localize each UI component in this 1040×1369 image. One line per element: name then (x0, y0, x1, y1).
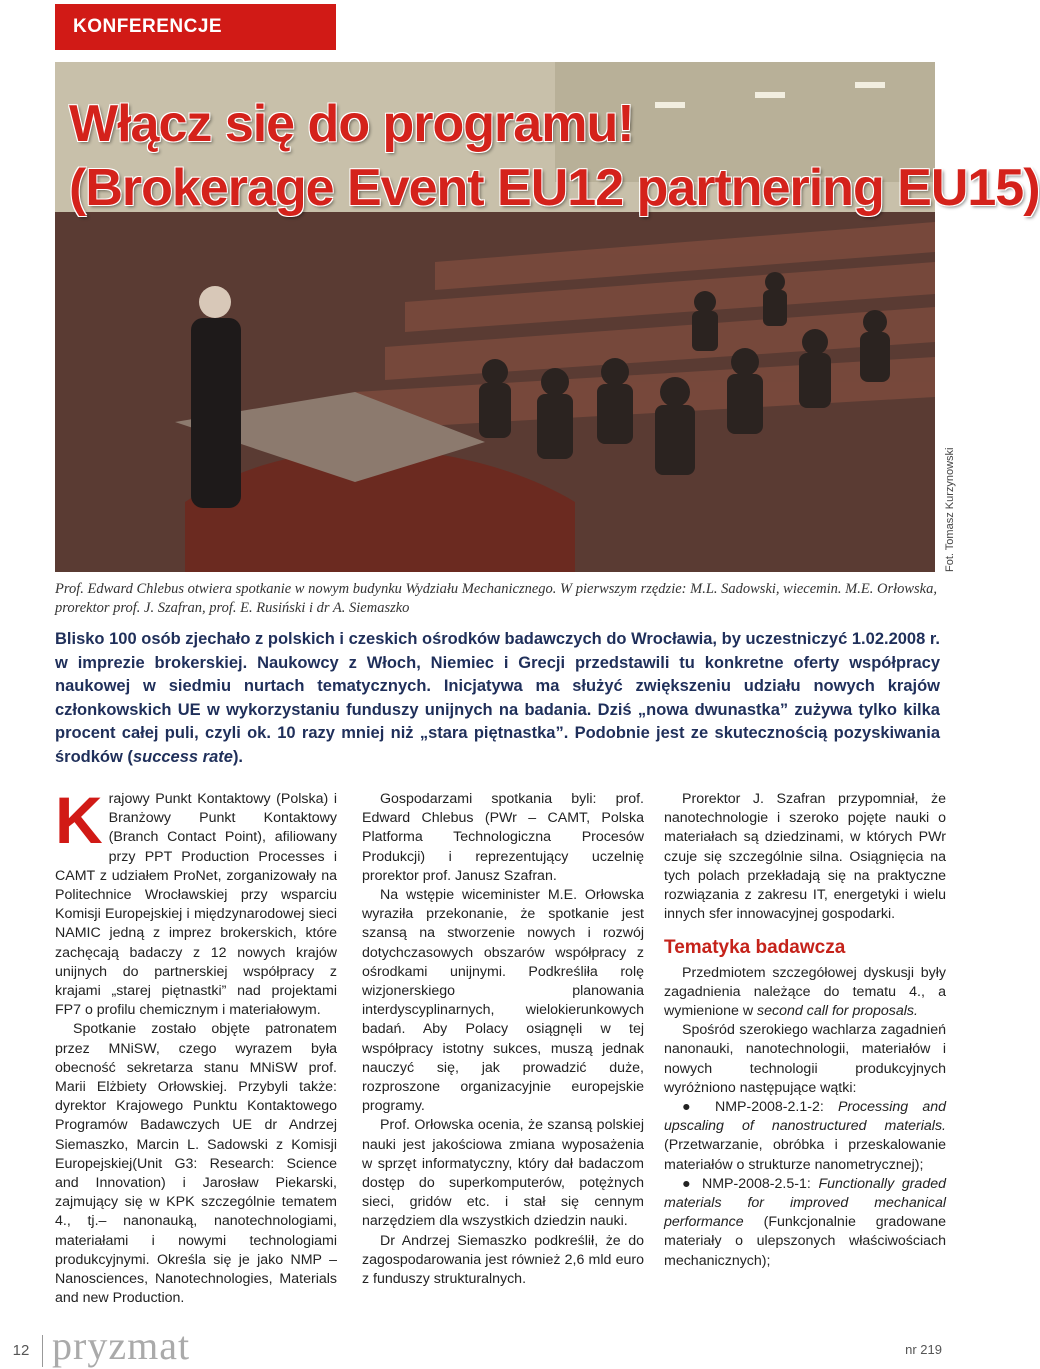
column-2-paragraph-1: Gospodarzami spotkania byli: prof. Edward Chlebus (PWr – CAMT, Polska Platforma Technologiczna Procesów Produkcji) i reprezentujący uczelnię prorektor prof. Janusz Szafran. (362, 791, 644, 884)
bullet-2-title: Functionally graded materials for improved mechanical performance (664, 1175, 946, 1231)
bullet-2-rest: (Funkcjonalnie gradowane materiały o ulepszonych właściwościach mechanicznych); (664, 1214, 946, 1269)
issue-number: nr 219 (905, 1342, 942, 1357)
column-2-paragraph-2: Na wstępie wiceminister M.E. Orłowska wyraziła przekonanie, że spotkanie jest szansą na stworzenie nowych i rozwój dotychczasowych obszarów współpracy z ośrodkami unijnymi. Podkreśliła rolę wizjonerskiego planowania interdyscyplinarnych, wielokierunkowych badań. Aby Polacy osiągnęli w tej współpracy istotny sukces, muszą jednak nauczyć się, jak prowadzić duże, rozproszone organizacyjnie europejskie programy. (362, 887, 644, 1115)
column-1 (55, 783, 337, 1308)
bullet-1-code: ● NMP-2008-2.1-2: (682, 1099, 838, 1116)
column-1-text-1: rajowy Punkt Kontaktowy (Polska) i Branżowy Punkt Kontaktowy (Branch Contact Point), afiliowany przy PPT Production Processes i CAMT z udziałem ProNet, zorganizowały na Politechnice Wrocławskiej przy wsparciu Komisji Europejskiej i międzynarodowej sieci NAMIC jedną z imprez brokerskich, które zachęcają badaczy z 12 nowych krajów unijnych do partnerskiej współpracy z krajami „starej piętnastki” nad projektami FP7 o profilu chemicznym i materiałowym. (55, 791, 337, 1019)
column-3-paragraph-2 (664, 964, 946, 1022)
section-tag: KONFERENCJE (55, 4, 336, 50)
bullet-item-1 (664, 1098, 946, 1175)
column-3 (664, 790, 946, 1271)
column-3-text-2: Przedmiotem szczegółowej dyskusji były zagadnienia należące do tematu 4., a wymienione w (664, 964, 946, 1020)
headline-line-2: (Brokerage Event EU12 partnering EU15) (69, 159, 1040, 217)
bullet-1-title: Processing and upscaling of nanostructured materials. (664, 1099, 946, 1135)
column-3-paragraph-3: Spośród szerokiego wachlarza zagadnień nanonauki, nanotechnologii, materiałów i nowych technologii produkcyjnych wyróżniono następujące wątki: (664, 1022, 946, 1096)
lead-text: Blisko 100 osób zjechało z polskich i czeskich ośrodków badawczych do Wrocławia, by uczestniczyć 1.02.2008 r. w imprezie brokerskiej. Naukowcy z Włoch, Niemiec i Grecji przedstawili tu konkretne oferty współpracy naukowej w siedmiu nurtach tematycznych. Inicjatywa ma służyć zwiększeniu udziału nowych krajów członkowskich UE w wykorzystaniu funduszy unijnych na badania. Dziś „nowa dwunastka” zużywa tylko kilka procent całej puli, czyli ok. 10 razy mniej niż „stara piętnastka”. Podobnie jest ze skutecznością pozyskiwania środków ( (55, 630, 940, 766)
photo-caption: Prof. Edward Chlebus otwiera spotkanie w nowym budynku Wydziału Mechanicznego. W pierwszym rzędzie: M.L. Sadowski, wiecemin. M.E. Orłowska, prorektor prof. J. Szafran, prof. E. Rusiński i dr A. Siemaszko (55, 581, 937, 616)
bullet-1-rest: (Przetwarzanie, obróbka i przeskalowanie materiałów o strukturze nanometrycznej); (664, 1137, 946, 1173)
photo-credit: Fot. Tomasz Kurzynowski (944, 447, 956, 572)
column-3-paragraph-1: Prorektor J. Szafran przypomniał, że nanotechnologie i szeroko pojęte nauki o materiałach są dziedzinami, w których PWr czuje się szczególnie silna. Osiągnięcia na tych polach przekładają się na praktyczne rozwiązania z zakresu IT, energetyki i wielu innych sfer innowacyjnej gospodarki. (664, 791, 946, 923)
bullet-item-2 (664, 1175, 946, 1271)
bullet-2-code: ● NMP-2008-2.5-1: (682, 1175, 819, 1192)
headline-line-1: Włącz się do programu! (69, 95, 634, 153)
column-2-paragraph-4: Dr Andrzej Siemaszko podkreślił, że do zagospodarowania jest również 2,6 mld euro z funduszy strukturalnych. (362, 1232, 644, 1288)
column-2-paragraph-3: Prof. Orłowska ocenia, że szansą polskiej nauki jest jakościowa zmiana wyposażenia w sprzęt informatyczny, który dał badaczom dostęp do superkomputerów, potężnych sieci, gridów etc. i stał się cennym narzędziem dla wszystkich dziedzin nauki. (362, 1117, 644, 1230)
column-1-paragraph-1 (55, 783, 337, 1020)
lead-italic: success rate (132, 747, 233, 766)
lead-end: ). (232, 747, 244, 766)
drop-cap: K (55, 783, 103, 857)
lead-paragraph (55, 628, 940, 769)
page-number: 12 (0, 1335, 43, 1367)
section-heading: Tematyka badawcza (664, 937, 846, 959)
headline (69, 92, 1040, 220)
column-1-paragraph-2: Spotkanie zostało objęte patronatem przez MNiSW, czego wyrazem była obecność sekretarza stanu MNiSW prof. Marii Elżbiety Orłowskiej. Przybyli także: dyrektor Krajowego Punktu Kontaktowego Programów Badawczych UE dr Andrzej Siemaszko, Marcin L. Sadowski z Komisji Europejskiej(Unit G3: Research: Science and Innovation) i Jarosław Piekarski, zajmujący się w KPK szczególnie tematem 4., tj.– nanonauką, nanotechnologiami, materiałami i nowymi technologiami produkcyjnymi. Określa się je jako NMP – Nanosciences, Nanotechnologies, Materials and new Production. (55, 1021, 337, 1307)
column-3-italic-2: second call for proposals. (757, 1003, 918, 1020)
magazine-logo: pryzmat (52, 1323, 191, 1368)
column-2 (362, 790, 644, 1289)
